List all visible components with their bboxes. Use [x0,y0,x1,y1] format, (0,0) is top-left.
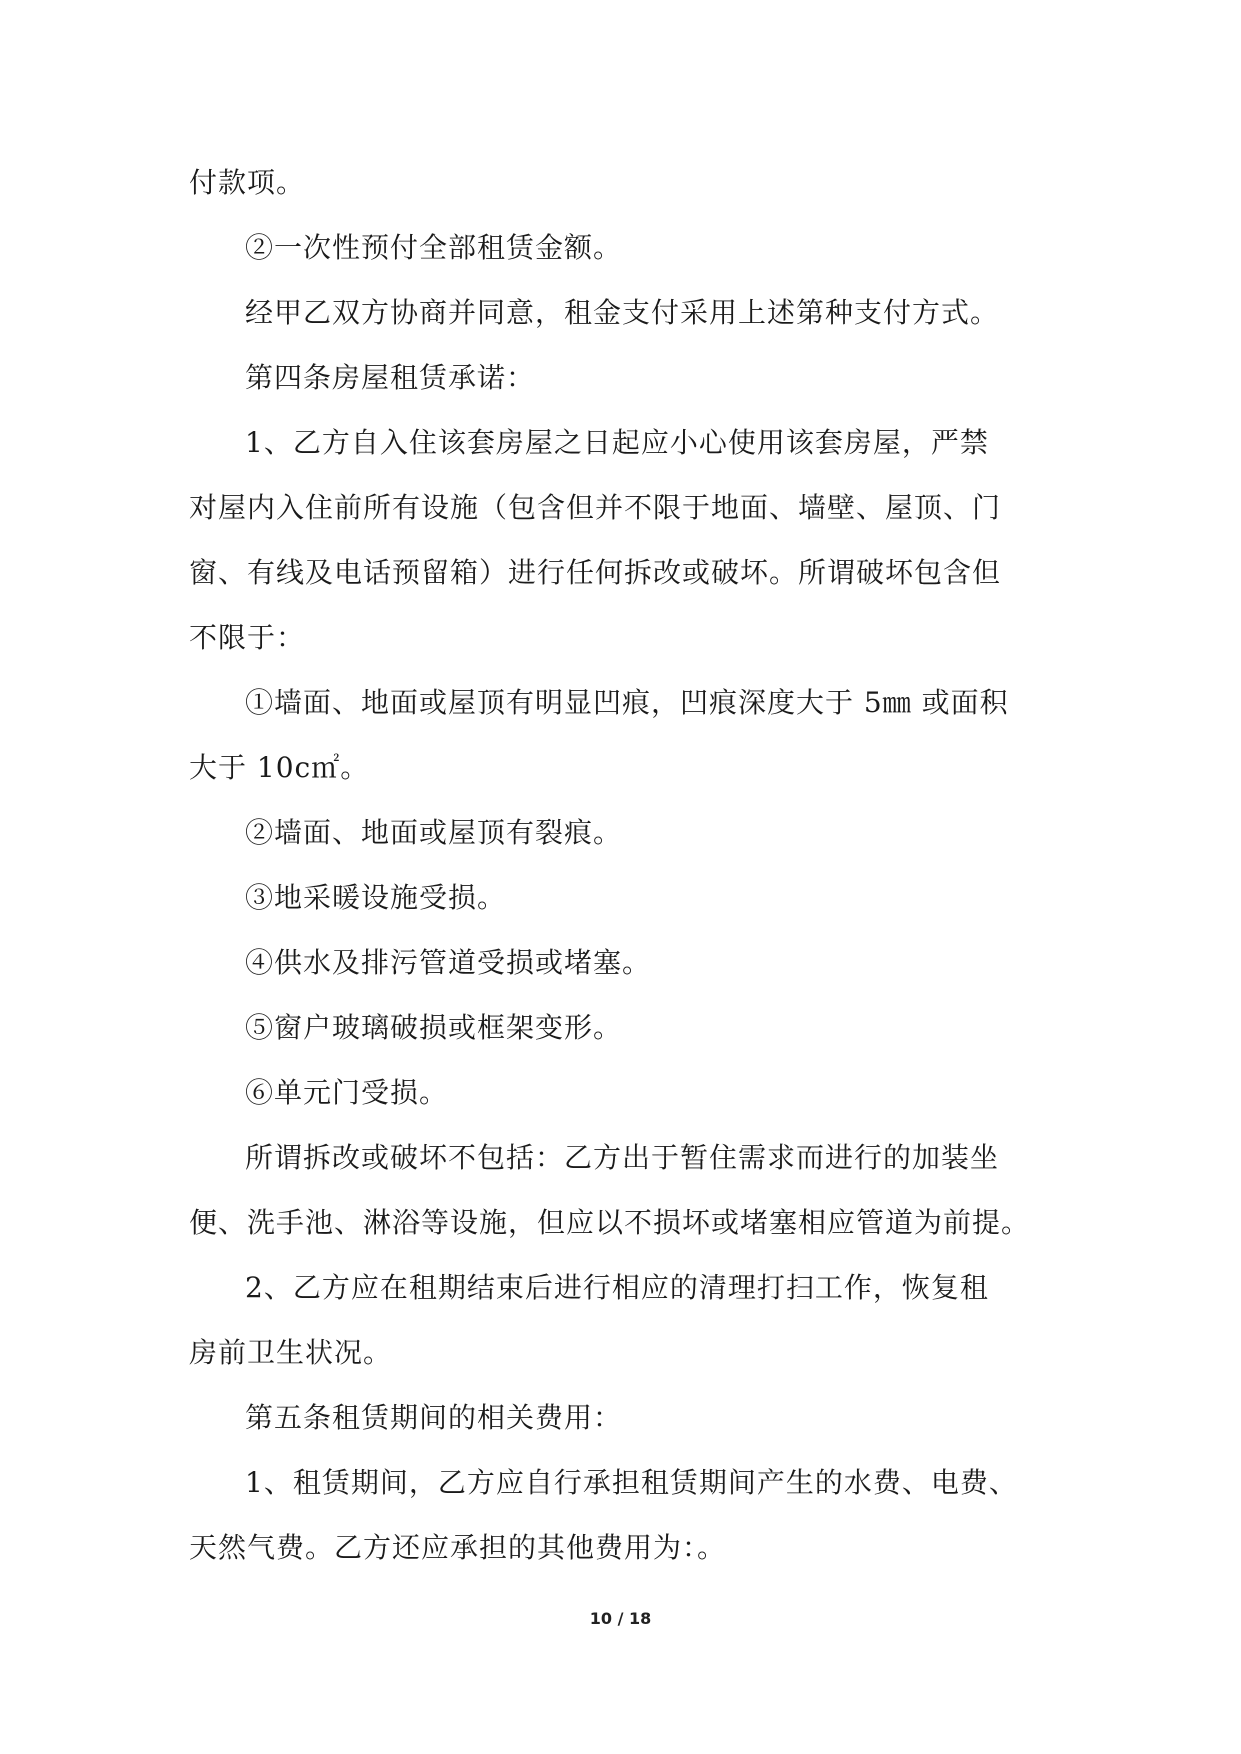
text-line: 所谓拆改或破坏不包括：乙方出于暂住需求而进行的加装坐 [245,1141,1000,1174]
text-line: 房前卫生状况。 [189,1336,393,1369]
text-line: 1、乙方自入住该套房屋之日起应小心使用该套房屋，严禁 [245,426,989,459]
list-item: ③地采暖设施受损。 [245,881,507,914]
section-heading-article-4: 第四条房屋租赁承诺： [245,361,536,394]
body-text [189,150,1069,1580]
text-line: 对屋内入住前所有设施（包含但并不限于地面、墙壁、屋顶、门 [189,491,1002,524]
list-item: ⑤窗户玻璃破损或框架变形。 [245,1011,623,1044]
text-line: ②一次性预付全部租赁金额。 [245,231,623,264]
list-item: ⑥单元门受损。 [245,1076,449,1109]
text-line: 1、租赁期间，乙方应自行承担租赁期间产生的水费、电费、 [245,1466,1018,1499]
section-heading-article-5: 第五条租赁期间的相关费用： [245,1401,623,1434]
page-number: 10 / 18 [589,1609,652,1628]
text-line: 2、乙方应在租期结束后进行相应的清理打扫工作，恢复租 [245,1271,989,1304]
text-line: 付款项。 [189,166,306,199]
text-line: 不限于： [189,621,306,654]
text-line: 经甲乙双方协商并同意，租金支付采用上述第种支付方式。 [245,296,1000,329]
text-line: 天然气费。乙方还应承担的其他费用为：。 [189,1531,727,1564]
text-line: 窗、有线及电话预留箱）进行任何拆改或破坏。所谓破坏包含但 [189,556,1002,589]
list-item: ④供水及排污管道受损或堵塞。 [245,946,652,979]
text-line: 大于 10c㎡。 [189,751,370,784]
text-line: 便、洗手池、淋浴等设施，但应以不损坏或堵塞相应管道为前提。 [189,1206,1031,1239]
list-item: ②墙面、地面或屋顶有裂痕。 [245,816,623,849]
list-item: ①墙面、地面或屋顶有明显凹痕，凹痕深度大于 5㎜ 或面积 [245,686,1009,719]
